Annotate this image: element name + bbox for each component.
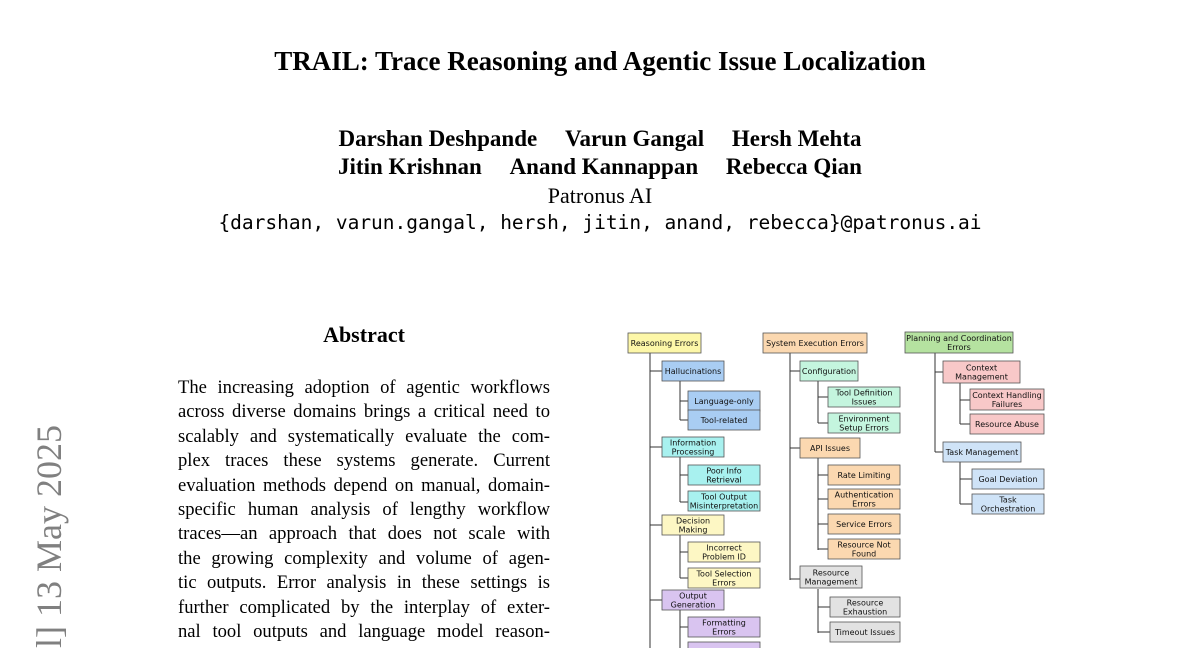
decision-making-node-label: Making [678, 525, 708, 535]
author-name: Varun Gangal [564, 126, 705, 151]
formatting-errors-node-label: Errors [712, 627, 736, 637]
tool-selection-errors-node [688, 568, 760, 588]
language-only-node-label: Language-only [694, 397, 754, 406]
resource-exhaustion-node [830, 597, 900, 617]
task-orchestration-node-label: Task [999, 495, 1017, 505]
output-generation-node [662, 590, 724, 610]
system-execution-errors-node [763, 333, 867, 353]
timeout-issues-node [830, 622, 900, 642]
incorrect-problem-id-node [688, 542, 760, 562]
service-errors-node-label: Service Errors [836, 520, 892, 529]
authentication-errors-node-label: Authentication [834, 490, 894, 500]
resource-management-node-label: Management [804, 577, 858, 587]
planning-coordination-errors-node [905, 332, 1013, 353]
rate-limiting-node [828, 465, 900, 485]
formatting-errors-node [688, 617, 760, 637]
information-processing-node [662, 437, 724, 457]
output-generation-node-label: Output [679, 591, 707, 601]
information-processing-node-label: Processing [671, 447, 715, 457]
api-issues-node-label: API Issues [809, 444, 851, 453]
decision-making-node-label: Decision [675, 516, 711, 526]
author-list-row-2 [0, 154, 1200, 180]
author-name: Jitin Krishnan [338, 154, 482, 179]
tool-definition-issues-node-label: Tool Definition [835, 388, 893, 398]
tool-related-node-label: Tool-related [700, 416, 748, 425]
hallucinations-node-label: Hallucinations [664, 367, 722, 376]
resource-not-found-node [828, 539, 900, 559]
poor-info-retrieval-node-label: Poor Info [706, 466, 742, 476]
abstract-line: tic outputs. Error analysis in these settings is [178, 572, 550, 594]
resource-exhaustion-node-label: Resource [846, 598, 884, 608]
context-handling-failures-node-label: Context Handling [972, 391, 1042, 400]
author-name: Anand Kannappan [509, 154, 699, 179]
formatting-errors-node-label: Formatting [702, 618, 746, 628]
tool-related-node [688, 410, 760, 430]
authentication-errors-node [828, 489, 900, 509]
abstract-body [178, 376, 550, 644]
resource-management-node-label: Resource [812, 568, 850, 578]
author-list-row-1 [0, 126, 1200, 152]
abstract-line: further complicated by the interplay of exter- [178, 596, 550, 618]
planning-coordination-errors-node-label: Errors [947, 343, 971, 352]
task-management-node [943, 442, 1021, 462]
abstract-line: traces—an approach that does not scale with [178, 523, 550, 545]
context-management-node [943, 361, 1020, 383]
error-taxonomy-diagram [620, 320, 1060, 648]
context-handling-failures-node [970, 389, 1044, 410]
tool-definition-issues-node-label: Issues [851, 397, 877, 407]
information-processing-node-label: Information [669, 438, 717, 448]
author-emails: {darshan, varun.gangal, hersh, jitin, anand, rebecca}@patronus.ai [218, 211, 982, 234]
tool-selection-errors-node-label: Errors [712, 578, 736, 588]
resource-abuse-node [970, 414, 1044, 434]
task-orchestration-node [972, 494, 1044, 514]
service-errors-node [828, 514, 900, 534]
hallucinations-node [662, 361, 724, 381]
tool-output-misinterpretation-node-label: Misinterpretation [689, 501, 759, 511]
abstract-line: nal tool outputs and language model reason- [178, 621, 550, 643]
incorrect-problem-id-node-label: Problem ID [702, 552, 746, 562]
resource-management-node [800, 566, 862, 588]
abstract-line: the growing complexity and volume of agen- [178, 547, 550, 569]
instruction-node [688, 642, 760, 648]
abstract-line: across diverse domains brings a critical need to [178, 401, 550, 423]
rate-limiting-node-label: Rate Limiting [837, 471, 891, 480]
resource-not-found-node-label: Found [851, 549, 877, 559]
abstract-line: scalably and systematically evaluate the com- [178, 425, 550, 447]
decision-making-node [662, 515, 724, 535]
abstract-line: plex traces these systems generate. Current [178, 450, 550, 472]
environment-setup-errors-node [828, 413, 900, 433]
authentication-errors-node-label: Errors [852, 499, 876, 509]
output-generation-node-label: Generation [670, 600, 716, 610]
tool-selection-errors-node-label: Tool Selection [696, 569, 752, 579]
tool-definition-issues-node [828, 387, 900, 407]
author-name: Darshan Deshpande [338, 126, 538, 151]
affiliation: Patronus AI [547, 183, 653, 208]
planning-coordination-errors-node-label: Planning and Coordination [906, 334, 1012, 343]
author-name: Rebecca Qian [725, 154, 862, 179]
resource-exhaustion-node-label: Exhaustion [842, 607, 888, 617]
tool-output-misinterpretation-node [688, 491, 760, 511]
resource-abuse-node-label: Resource Abuse [975, 420, 1039, 429]
configuration-node-label: Configuration [801, 367, 857, 376]
paper-title: TRAIL: Trace Reasoning and Agentic Issue Localization [274, 46, 926, 76]
incorrect-problem-id-node-label: Incorrect [706, 543, 742, 553]
poor-info-retrieval-node-label: Retrieval [706, 475, 742, 485]
poor-info-retrieval-node [688, 465, 760, 485]
environment-setup-errors-node-label: Setup Errors [839, 423, 889, 433]
context-handling-failures-node-label: Failures [991, 400, 1023, 409]
system-execution-errors-node-label: System Execution Errors [766, 339, 864, 348]
language-only-node [688, 391, 760, 411]
reasoning-errors-node-label: Reasoning Errors [630, 339, 699, 348]
author-name: Hersh Mehta [731, 126, 862, 151]
abstract-line: specific human analysis of lengthy workflow [178, 499, 550, 521]
environment-setup-errors-node-label: Environment [838, 414, 890, 424]
timeout-issues-node-label: Timeout Issues [834, 628, 896, 637]
task-management-node-label: Task Management [945, 448, 1019, 457]
reasoning-errors-node [628, 333, 701, 353]
goal-deviation-node-label: Goal Deviation [978, 475, 1038, 484]
abstract-heading: Abstract [323, 322, 405, 347]
abstract-line: evaluation methods depend on manual, domain- [178, 474, 550, 496]
abstract-line: The increasing adoption of agentic workflows [178, 377, 550, 398]
context-management-node-label: Management [955, 372, 1008, 382]
context-management-node-label: Context [965, 363, 998, 373]
task-orchestration-node-label: Orchestration [980, 504, 1036, 514]
goal-deviation-node [972, 469, 1044, 489]
resource-not-found-node-label: Resource Not [837, 540, 891, 550]
arxiv-stamp: l] 13 May 2025 [29, 425, 69, 648]
tool-output-misinterpretation-node-label: Tool Output [701, 492, 747, 502]
configuration-node [800, 361, 858, 381]
api-issues-node [800, 438, 860, 458]
